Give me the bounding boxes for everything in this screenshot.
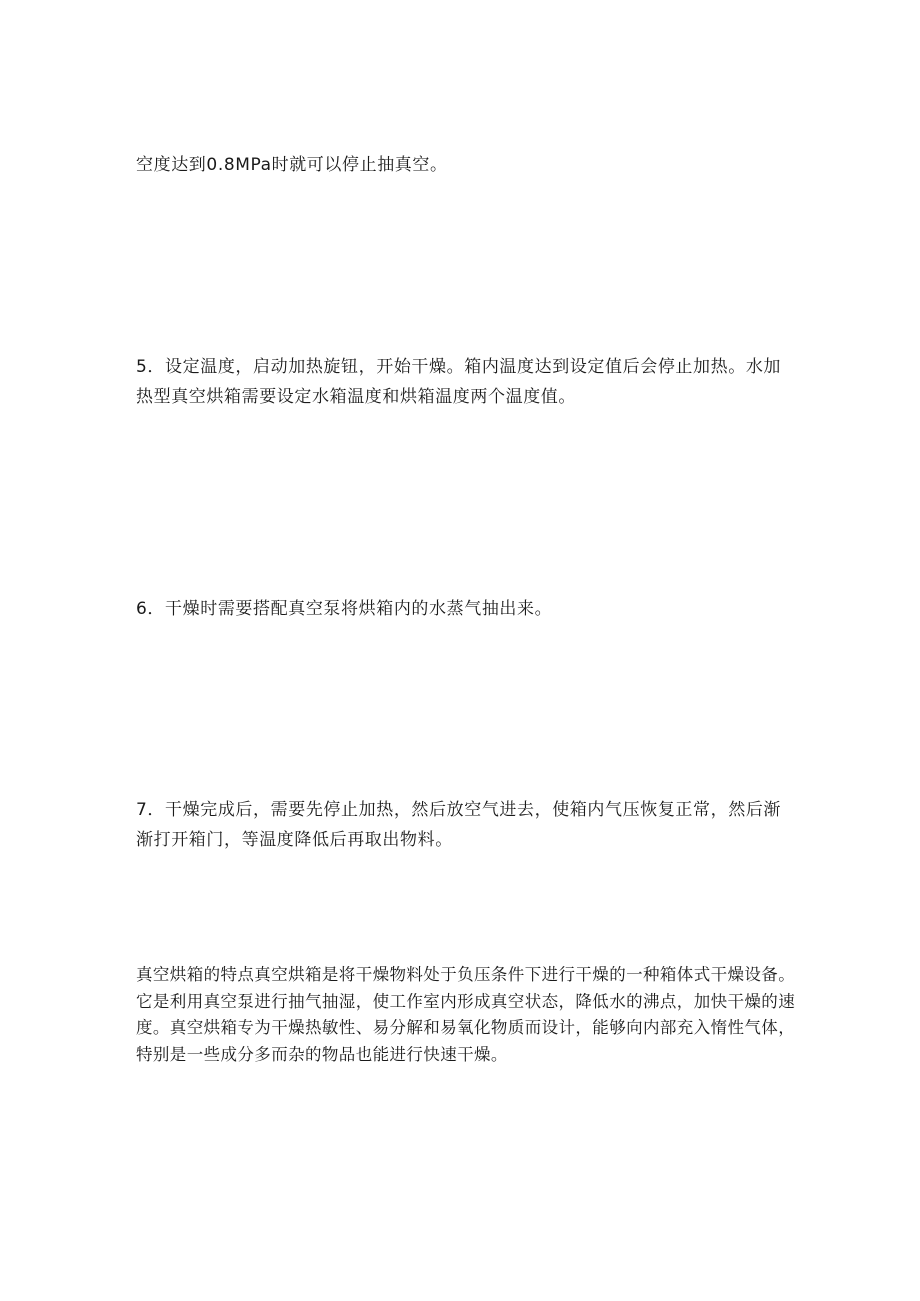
paragraph-step-6: 6．干燥时需要搭配真空泵将烘箱内的水蒸气抽出来。 xyxy=(136,599,553,619)
paragraph-features: 真空烘箱的特点真空烘箱是将干燥物料处于负压条件下进行干燥的一种箱体式干燥设备。它是利用真空泵进行抽气抽湿，使工作室内形成真空状态，降低水的沸点，加快干燥的速度。真空烘箱专为干燥热敏性、易分解和易氧化物质而设计，能够向内部充入惰性气体，特别是一些成分多而杂的物品也能进行快速干燥。 xyxy=(136,965,796,1064)
paragraph-vacuum-level: 空度达到0.8MPa时就可以停止抽真空。 xyxy=(136,155,448,175)
paragraph-step-7: 7．干燥完成后，需要先停止加热，然后放空气进去，使箱内气压恢复正常，然后渐渐打开箱门，等温度降低后再取出物料。 xyxy=(136,800,782,850)
paragraph-step-5: 5．设定温度，启动加热旋钮，开始干燥。箱内温度达到设定值后会停止加热。水加热型真空烘箱需要设定水箱温度和烘箱温度两个温度值。 xyxy=(136,357,782,407)
